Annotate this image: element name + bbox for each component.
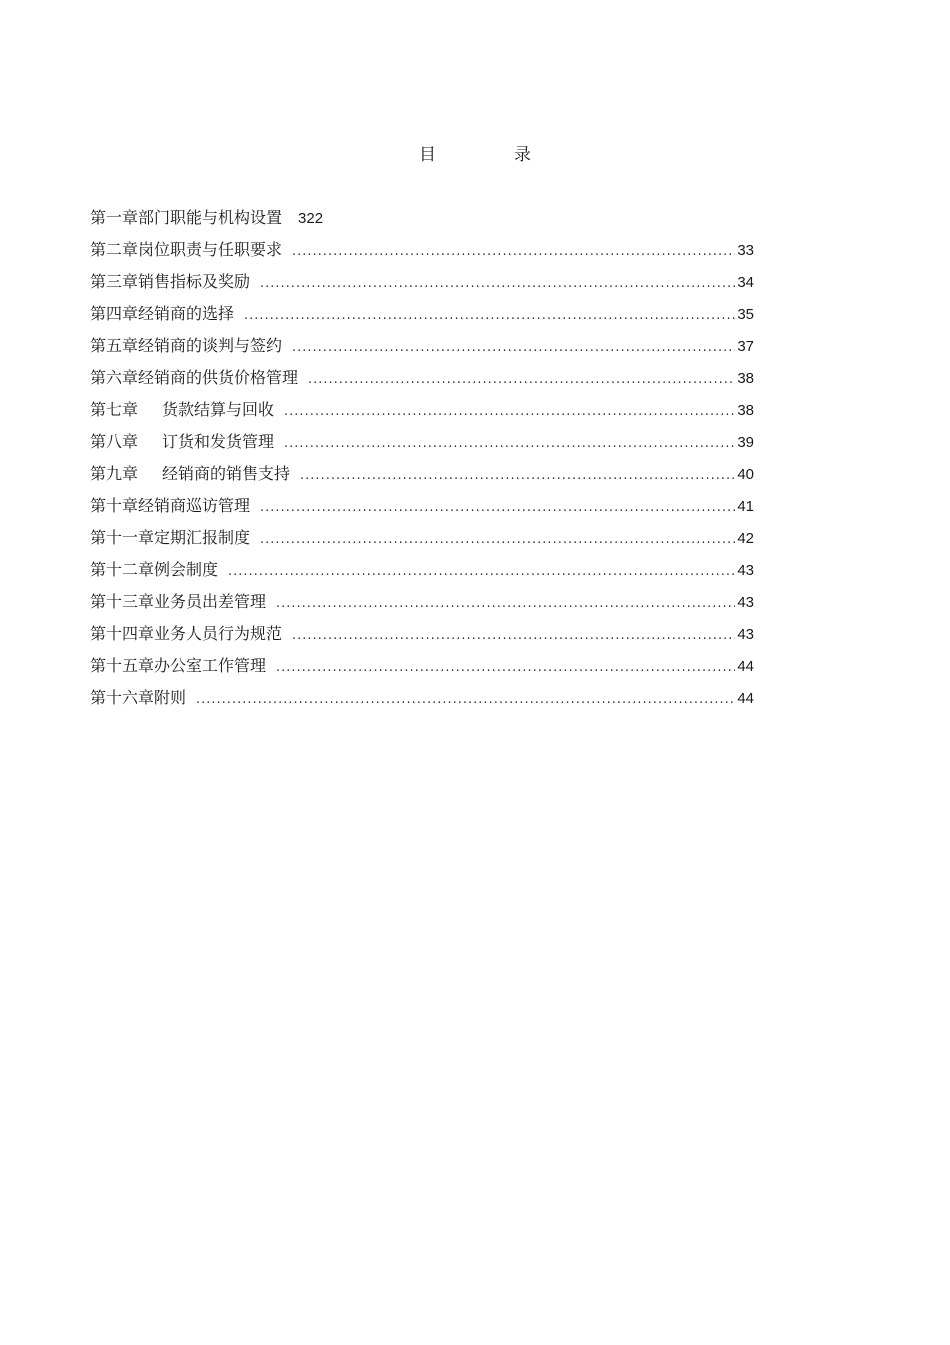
toc-entry-label: 第十一章定期汇报制度 xyxy=(90,528,251,547)
toc-entry-chapter: 第九章 xyxy=(90,464,139,483)
toc-entry[interactable] xyxy=(90,618,754,650)
toc-leader-dots xyxy=(292,236,735,268)
toc-heading-char-1: 目 xyxy=(419,145,436,165)
toc-entry-page: 37 xyxy=(737,338,754,355)
toc-entry[interactable] xyxy=(90,362,754,394)
toc-entry-label: 第一章部门职能与机构设置 xyxy=(90,208,283,227)
toc-entry-page: 38 xyxy=(737,370,754,387)
toc-leader-dots xyxy=(260,524,735,556)
toc-leader-dots xyxy=(244,300,735,332)
toc-leader-dots xyxy=(284,428,735,460)
toc-entry-label: 第五章经销商的谈判与签约 xyxy=(90,336,283,355)
toc-entry-label xyxy=(90,394,274,426)
toc-entry-chapter: 第七章 xyxy=(90,400,139,419)
toc-entry[interactable] xyxy=(90,522,754,554)
toc-entry[interactable] xyxy=(90,554,754,586)
toc-entry[interactable] xyxy=(90,586,754,618)
toc-entry[interactable] xyxy=(90,330,754,362)
toc-entry-page: 39 xyxy=(737,434,754,451)
toc-entry-label: 第十章经销商巡访管理 xyxy=(90,496,251,515)
toc-leader-dots xyxy=(284,396,735,428)
toc-leader-dots xyxy=(308,364,735,396)
toc-entry-label: 第十二章例会制度 xyxy=(90,560,219,579)
toc-heading xyxy=(0,140,950,165)
toc-entry-title: 订货和发货管理 xyxy=(162,432,275,451)
toc-leader-dots xyxy=(292,620,735,652)
toc-entry[interactable] xyxy=(90,490,754,522)
toc-leader-dots xyxy=(260,492,735,524)
toc-entry-page: 43 xyxy=(737,594,754,611)
toc-entry[interactable] xyxy=(90,234,754,266)
toc-entry-label: 第六章经销商的供货价格管理 xyxy=(90,368,299,387)
toc-entry-label: 第十六章附则 xyxy=(90,688,187,707)
toc-list xyxy=(90,202,754,714)
toc-leader-dots xyxy=(260,268,735,300)
toc-entry-label: 第三章销售指标及奖励 xyxy=(90,272,251,291)
toc-heading-char-2: 录 xyxy=(514,145,531,165)
toc-entry[interactable] xyxy=(90,458,754,490)
toc-entry-page: 40 xyxy=(737,466,754,483)
toc-entry-page: 44 xyxy=(737,658,754,675)
toc-entry-page: 33 xyxy=(737,242,754,259)
toc-entry[interactable] xyxy=(90,426,754,458)
toc-entry-page: 42 xyxy=(737,530,754,547)
toc-entry-chapter: 第八章 xyxy=(90,432,139,451)
toc-entry-label: 第十五章办公室工作管理 xyxy=(90,656,267,675)
toc-entry[interactable] xyxy=(90,650,754,682)
toc-leader-dots xyxy=(276,652,735,684)
toc-entry-page: 34 xyxy=(737,274,754,291)
toc-entry-title: 经销商的销售支持 xyxy=(162,464,291,483)
toc-entry-page: 35 xyxy=(737,306,754,323)
toc-entry[interactable] xyxy=(90,298,754,330)
toc-entry-label xyxy=(90,426,274,458)
toc-entry-page: 43 xyxy=(737,562,754,579)
toc-entry-label: 第二章岗位职责与任职要求 xyxy=(90,240,283,259)
toc-entry-page: 38 xyxy=(737,402,754,419)
toc-leader-dots xyxy=(196,684,735,716)
toc-entry-page: 43 xyxy=(737,626,754,643)
toc-leader-dots xyxy=(300,460,735,492)
toc-entry-label: 第十三章业务员出差管理 xyxy=(90,592,267,611)
toc-entry-title: 货款结算与回收 xyxy=(162,400,275,419)
toc-entry-page: 41 xyxy=(737,498,754,515)
toc-leader-dots xyxy=(276,588,735,620)
toc-leader-dots xyxy=(292,332,735,364)
toc-entry[interactable] xyxy=(90,394,754,426)
toc-entry-label: 第四章经销商的选择 xyxy=(90,304,235,323)
toc-entry-page: 44 xyxy=(737,690,754,707)
toc-entry-label xyxy=(90,458,290,490)
toc-entry-page: 322 xyxy=(298,210,324,227)
toc-entry[interactable] xyxy=(90,202,754,234)
toc-leader-dots xyxy=(228,556,735,588)
toc-entry[interactable] xyxy=(90,266,754,298)
toc-entry-label: 第十四章业务人员行为规范 xyxy=(90,624,283,643)
toc-entry[interactable] xyxy=(90,682,754,714)
